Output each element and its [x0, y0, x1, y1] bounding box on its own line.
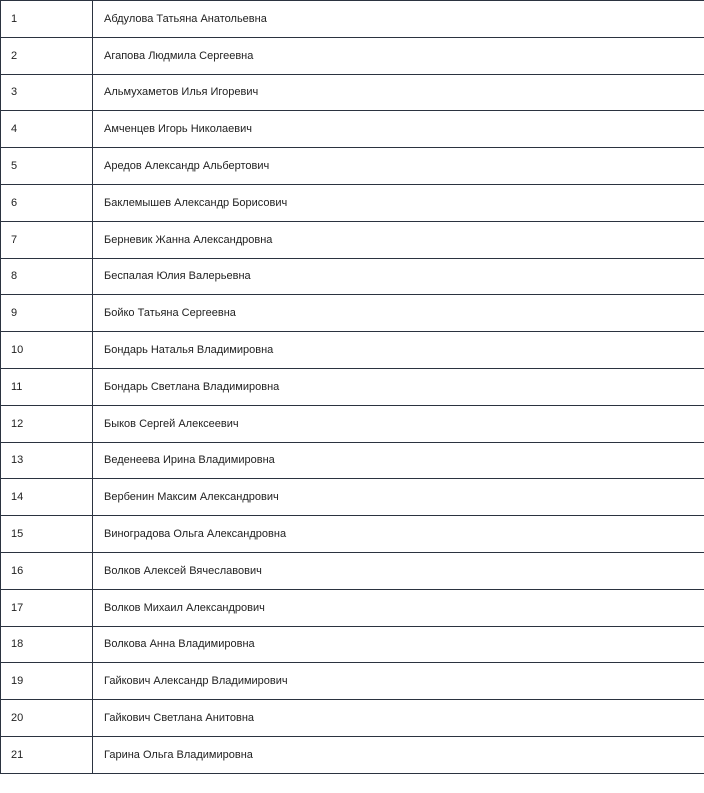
person-name: Гарина Ольга Владимировна [93, 736, 704, 773]
table-row [1, 368, 704, 405]
table-row [1, 148, 704, 185]
person-name: Волков Михаил Александрович [93, 589, 704, 626]
table-row [1, 184, 704, 221]
person-name: Абдулова Татьяна Анатольевна [93, 1, 704, 38]
table-row [1, 516, 704, 553]
person-name: Веденеева Ирина Владимировна [93, 442, 704, 479]
person-name: Бойко Татьяна Сергеевна [93, 295, 704, 332]
row-number: 17 [1, 589, 93, 626]
person-name: Бондарь Наталья Владимировна [93, 332, 704, 369]
person-name: Гайкович Александр Владимирович [93, 663, 704, 700]
table-row [1, 405, 704, 442]
row-number: 13 [1, 442, 93, 479]
table-row [1, 1, 704, 38]
person-name: Аредов Александр Альбертович [93, 148, 704, 185]
row-number: 3 [1, 74, 93, 111]
table-row [1, 626, 704, 663]
person-name: Волков Алексей Вячеславович [93, 552, 704, 589]
row-number: 21 [1, 736, 93, 773]
row-number: 7 [1, 221, 93, 258]
row-number: 19 [1, 663, 93, 700]
table-row [1, 700, 704, 737]
table-row [1, 736, 704, 773]
table-row [1, 552, 704, 589]
table-row [1, 221, 704, 258]
table-row [1, 332, 704, 369]
person-name: Виноградова Ольга Александровна [93, 516, 704, 553]
person-name: Баклемышев Александр Борисович [93, 184, 704, 221]
row-number: 5 [1, 148, 93, 185]
row-number: 18 [1, 626, 93, 663]
row-number: 14 [1, 479, 93, 516]
table-row [1, 258, 704, 295]
row-number: 1 [1, 1, 93, 38]
row-number: 8 [1, 258, 93, 295]
person-name: Агапова Людмила Сергеевна [93, 37, 704, 74]
person-name: Амченцев Игорь Николаевич [93, 111, 704, 148]
person-name: Беспалая Юлия Валерьевна [93, 258, 704, 295]
table-row [1, 111, 704, 148]
row-number: 10 [1, 332, 93, 369]
row-number: 9 [1, 295, 93, 332]
person-name: Вербенин Максим Александрович [93, 479, 704, 516]
table-row [1, 295, 704, 332]
table-row [1, 479, 704, 516]
table-row [1, 589, 704, 626]
person-name: Гайкович Светлана Анитовна [93, 700, 704, 737]
table-row [1, 37, 704, 74]
person-name: Берневик Жанна Александровна [93, 221, 704, 258]
row-number: 12 [1, 405, 93, 442]
person-name: Волкова Анна Владимировна [93, 626, 704, 663]
row-number: 20 [1, 700, 93, 737]
table-row [1, 442, 704, 479]
row-number: 16 [1, 552, 93, 589]
row-number: 15 [1, 516, 93, 553]
person-name: Альмухаметов Илья Игоревич [93, 74, 704, 111]
row-number: 2 [1, 37, 93, 74]
row-number: 11 [1, 368, 93, 405]
row-number: 6 [1, 184, 93, 221]
table-row [1, 74, 704, 111]
person-name: Бондарь Светлана Владимировна [93, 368, 704, 405]
roster-table-body [1, 1, 704, 774]
person-name: Быков Сергей Алексеевич [93, 405, 704, 442]
row-number: 4 [1, 111, 93, 148]
table-row [1, 663, 704, 700]
